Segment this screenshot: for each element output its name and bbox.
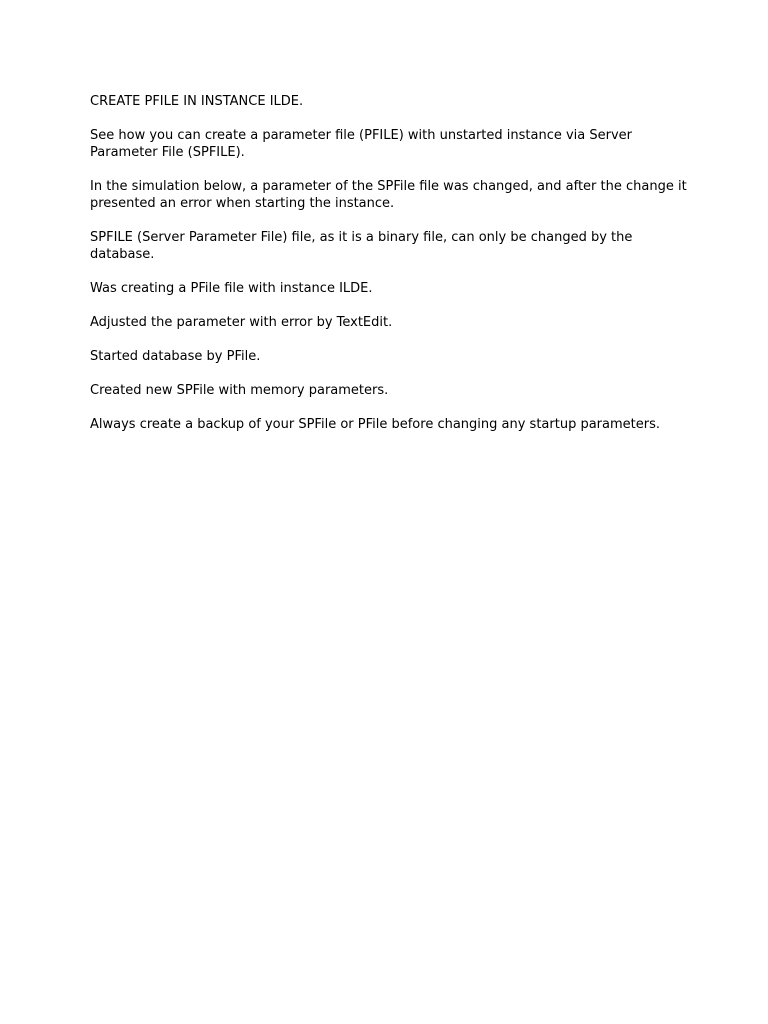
paragraph-step-new-spfile: Created new SPFile with memory parameters. <box>90 383 389 398</box>
paragraph-intro: See how you can create a parameter file (PFILE) with unstarted instance via Server Parameter File (SPFILE). <box>90 128 633 160</box>
paragraph-spfile-binary: SPFILE (Server Parameter File) file, as it is a binary file, can only be changed by the database. <box>90 230 633 262</box>
document-title: CREATE PFILE IN INSTANCE ILDE. <box>90 94 304 109</box>
paragraph-backup-tip: Always create a backup of your SPFile or PFile before changing any startup parameters. <box>90 417 660 432</box>
paragraph-step-start: Started database by PFile. <box>90 349 261 364</box>
paragraph-step-adjust: Adjusted the parameter with error by TextEdit. <box>90 315 393 330</box>
paragraph-step-create-pfile: Was creating a PFile file with instance ILDE. <box>90 281 373 296</box>
document-page <box>90 93 690 450</box>
paragraph-simulation: In the simulation below, a parameter of the SPFile file was changed, and after the change it presented an error when starting the instance. <box>90 179 687 211</box>
